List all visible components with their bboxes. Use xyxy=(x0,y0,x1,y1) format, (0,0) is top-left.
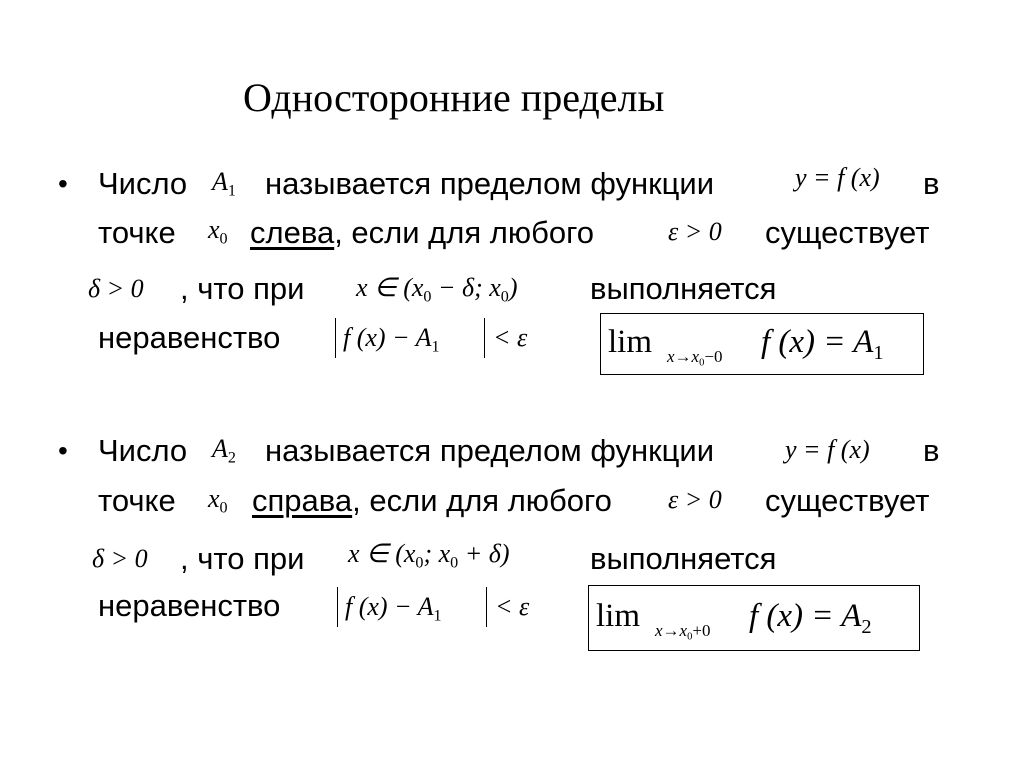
s1-limit-box xyxy=(600,313,924,375)
s2-if-any: , если для любого xyxy=(352,483,612,518)
s2-side-word: справа xyxy=(252,483,353,518)
s1-eps-cond: ε > 0 xyxy=(668,217,722,246)
s1-lim-expr: f $(x) = A_1$ xyxy=(761,324,884,365)
s2-side-line xyxy=(252,485,612,516)
s1-lim-sub: $x\to x_0-0$ xyxy=(667,347,723,369)
s2-ineq-right: < ε xyxy=(495,592,530,621)
s1-limit-symbol: $A_1$ xyxy=(212,167,236,200)
slide-title: Односторонние пределы xyxy=(243,75,665,120)
bullet-1: • xyxy=(58,168,68,199)
s1-delta-cond: δ > 0 xyxy=(88,274,144,303)
s2-interval: x ∈ ($x_0$; $x_0 + \delta$) xyxy=(348,539,510,572)
s1-x0: $x_0$ xyxy=(208,215,228,248)
s1-point-word: точке xyxy=(98,215,176,250)
s1-ineq-right: < ε xyxy=(493,323,528,352)
s2-abs-bar-right xyxy=(486,587,487,627)
s2-x0: $x_0$ xyxy=(208,484,228,517)
s2-point-word: точке xyxy=(98,483,176,518)
s1-at: в xyxy=(923,166,940,201)
s2-inequality: f $(x) - A_1$ xyxy=(345,592,442,625)
bullet-2: • xyxy=(58,435,68,466)
s1-is-called: называется пределом функции xyxy=(265,166,715,201)
s1-exists: существует xyxy=(765,215,930,250)
s2-at: в xyxy=(923,433,940,468)
s2-limit-box xyxy=(588,585,920,651)
s1-lim: lim xyxy=(608,324,653,360)
s2-inequality-word: неравенство xyxy=(98,588,281,623)
s1-if-any: , если для любого xyxy=(334,215,594,250)
s2-abs-bar-left xyxy=(337,587,338,627)
s2-lim-expr: f $(x) = A_2$ xyxy=(749,598,872,639)
s2-lim-sub: $x\to x_0+0$ xyxy=(655,621,711,643)
s1-abs-bar-right xyxy=(484,318,485,358)
s2-lim: lim xyxy=(596,598,641,634)
s2-limit-symbol: $A_2$ xyxy=(212,434,236,467)
s1-holds: выполняется xyxy=(590,271,777,306)
s2-number-word: Число xyxy=(98,433,188,468)
s2-delta-cond: δ > 0 xyxy=(92,544,148,573)
s1-what-at: , что при xyxy=(180,271,305,306)
s2-is-called: называется пределом функции xyxy=(265,433,715,468)
s1-number-word: Число xyxy=(98,166,188,201)
s1-inequality: f $(x) - A_1$ xyxy=(343,323,440,356)
s1-abs-bar-left xyxy=(335,318,336,358)
s1-interval: x ∈ ($x_0 - \delta$; $x_0$) xyxy=(356,273,518,306)
s2-exists: существует xyxy=(765,483,930,518)
s2-eps-cond: ε > 0 xyxy=(668,485,722,514)
s1-function: y = f (x) xyxy=(795,163,880,192)
s2-function: y = f (x) xyxy=(785,435,870,464)
s1-inequality-word: неравенство xyxy=(98,320,281,355)
s1-side-word: слева xyxy=(250,215,335,250)
s2-what-at: , что при xyxy=(180,541,305,576)
s2-holds: выполняется xyxy=(590,541,777,576)
s1-side-line xyxy=(250,217,594,248)
